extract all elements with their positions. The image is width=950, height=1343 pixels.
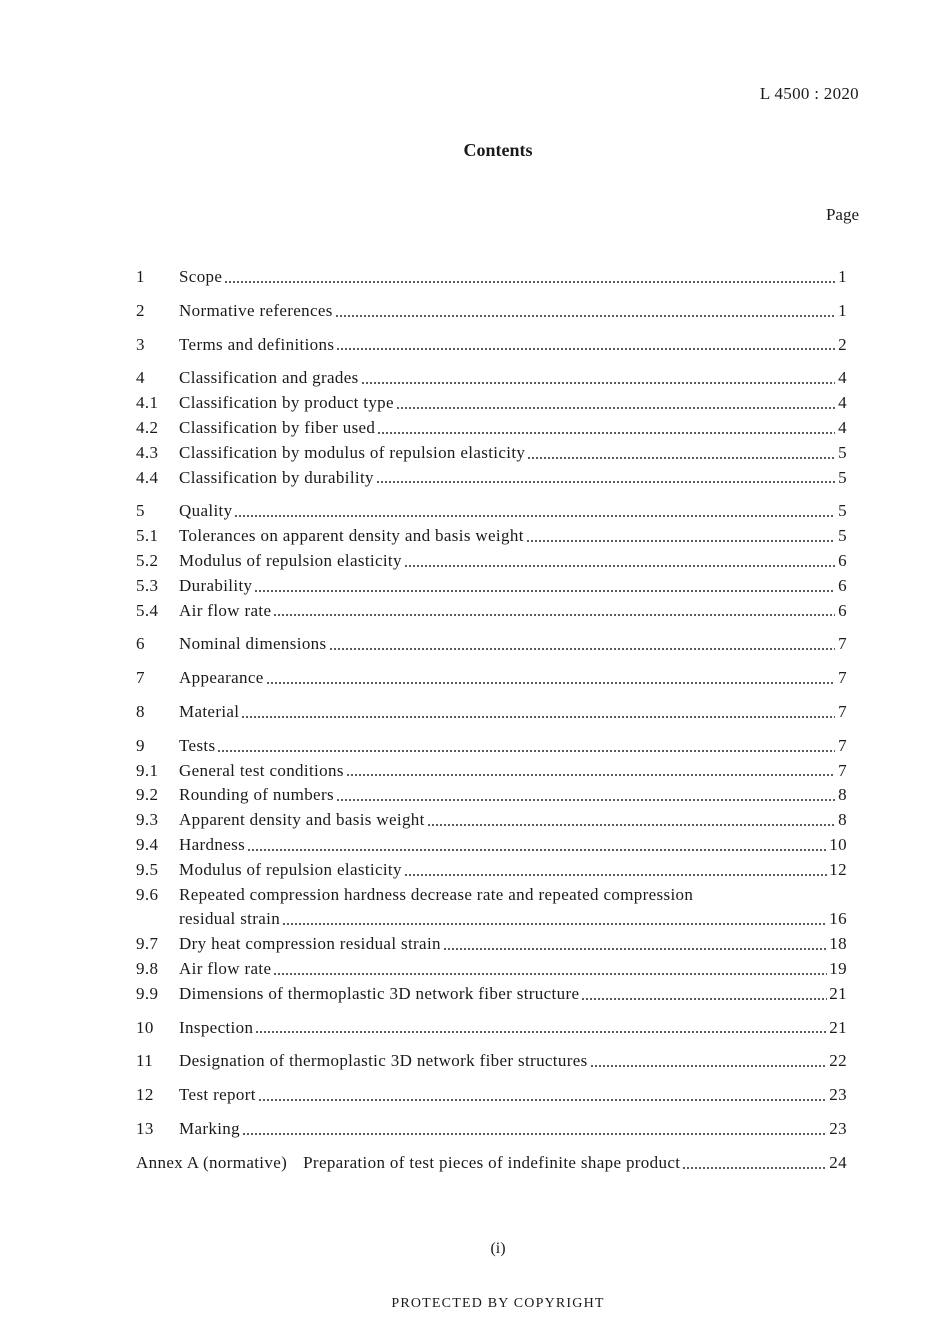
toc-entry-title: Designation of thermoplastic 3D network fiber structures [179, 1051, 588, 1071]
toc-entry[interactable] [136, 549, 847, 574]
toc-entry-number: 4.4 [136, 467, 159, 487]
toc-entry-page: 8 [838, 785, 847, 805]
toc-entry-number: 9.4 [136, 834, 159, 854]
toc-entry-title: Marking [179, 1118, 240, 1138]
toc-leader-dots [273, 613, 835, 617]
toc-group [136, 366, 847, 490]
toc-entry-page: 7 [838, 760, 847, 780]
toc-entry[interactable] [136, 391, 847, 416]
toc-leader-dots [255, 1030, 827, 1034]
toc-entry-number: 5 [136, 501, 145, 521]
toc-group [136, 333, 847, 358]
toc-leader-dots [377, 431, 835, 435]
page-column-label: Page [825, 205, 859, 224]
toc-entry[interactable] [136, 366, 847, 391]
toc-entry-number: 6 [136, 634, 145, 654]
toc-leader-dots [396, 406, 835, 410]
toc-entry-title: General test conditions [179, 760, 344, 780]
toc-entry[interactable] [136, 666, 847, 691]
toc-entry-title: Classification by durability [179, 467, 374, 487]
toc-entry-number: 9.3 [136, 810, 159, 830]
toc-entry[interactable] [136, 759, 847, 784]
toc-entry-page: 22 [829, 1051, 847, 1071]
toc-entry-title: Material [179, 701, 240, 721]
toc-entry[interactable] [136, 957, 847, 982]
annex-page: 24 [829, 1152, 847, 1172]
toc-entry-page: 23 [829, 1118, 847, 1138]
toc-entry-title: Classification and grades [179, 368, 359, 388]
toc-entry-number: 2 [136, 300, 145, 320]
toc-entry-page: 19 [829, 958, 847, 978]
toc-leader-dots [404, 564, 835, 568]
toc-leader-dots [247, 848, 827, 852]
toc-entry-number: 9.7 [136, 934, 159, 954]
toc-leader-dots [329, 647, 836, 651]
toc-leader-dots [258, 1098, 828, 1102]
toc-group [136, 666, 847, 691]
toc-entry-number: 5.4 [136, 600, 159, 620]
toc-entry-page: 10 [829, 834, 847, 854]
toc-entry-title: Nominal dimensions [179, 634, 327, 654]
toc-entry-page: 5 [838, 526, 847, 546]
toc-entry-title: Tests [179, 735, 216, 755]
toc-leader-dots [282, 922, 827, 926]
toc-entry[interactable] [136, 808, 847, 833]
toc-entry-title: Appearance [179, 668, 264, 688]
toc-entry-page: 16 [829, 909, 847, 929]
toc-entry-title: Durability [179, 575, 253, 595]
toc-entry-title: Dimensions of thermoplastic 3D network fiber structure [179, 983, 580, 1003]
toc-leader-dots [335, 314, 835, 318]
toc-entry-page: 4 [838, 393, 847, 413]
toc-entry-title: Normative references [179, 300, 333, 320]
toc-entry-title-continued: residual strain [179, 909, 281, 929]
toc-entry[interactable] [136, 499, 847, 524]
toc-leader-dots [590, 1064, 828, 1068]
toc-entry-number: 9.1 [136, 760, 159, 780]
toc-entry-title: Inspection [179, 1017, 254, 1037]
toc-entry-number: 4.3 [136, 442, 159, 462]
toc-entry-number: 8 [136, 701, 145, 721]
toc-entry-number: 9.6 [136, 884, 159, 904]
toc-entry-page: 1 [838, 267, 847, 286]
toc-entry[interactable] [136, 632, 847, 657]
toc-entry-title: Tolerances on apparent density and basis weight [179, 526, 524, 546]
toc-group [136, 1083, 847, 1108]
toc-entry-title: Modulus of repulsion elasticity [179, 550, 402, 570]
toc-entry-page: 7 [838, 701, 847, 721]
toc-group [136, 700, 847, 725]
toc-entry-page: 4 [838, 417, 847, 437]
toc-leader-dots [443, 947, 827, 951]
toc-leader-dots [427, 823, 835, 827]
toc-entry[interactable] [136, 466, 847, 491]
toc-entry-number: 12 [136, 1085, 154, 1105]
table-of-contents [136, 265, 847, 1185]
contents-title: Contents [463, 140, 533, 160]
toc-entry[interactable] [136, 441, 847, 466]
toc-entry-continuation[interactable] [136, 907, 847, 932]
toc-entry-page: 1 [838, 300, 847, 320]
toc-entry-number: 9.5 [136, 859, 159, 879]
toc-leader-dots [682, 1166, 827, 1170]
toc-entry[interactable] [136, 1083, 847, 1108]
toc-entry-title: Classification by product type [179, 393, 394, 413]
toc-entry[interactable] [136, 858, 847, 883]
toc-group [136, 1016, 847, 1041]
toc-leader-dots [581, 997, 827, 1001]
toc-entry-title: Modulus of repulsion elasticity [179, 859, 402, 879]
toc-leader-dots [526, 539, 835, 543]
toc-entry-page: 21 [829, 983, 847, 1003]
toc-entry-page: 12 [829, 859, 847, 879]
toc-entry-number: 4.2 [136, 417, 159, 437]
toc-entry-page: 6 [838, 550, 847, 570]
toc-leader-dots [527, 456, 835, 460]
toc-entry-number: 5.3 [136, 575, 159, 595]
toc-entry-number: 4.1 [136, 393, 159, 413]
toc-entry[interactable] [136, 734, 847, 759]
toc-entry-title: Apparent density and basis weight [179, 810, 425, 830]
toc-entry-number: 9 [136, 735, 145, 755]
toc-entry-title: Air flow rate [179, 600, 272, 620]
toc-leader-dots [361, 381, 835, 385]
toc-entry-title: Repeated compression hardness decrease rate and repeated compression [179, 884, 694, 904]
toc-entry[interactable] [136, 599, 847, 624]
toc-group [136, 1049, 847, 1074]
toc-leader-dots [346, 773, 835, 777]
toc-entry[interactable] [136, 574, 847, 599]
toc-entry-title: Scope [179, 267, 223, 286]
toc-entry-number: 9.8 [136, 958, 159, 978]
toc-leader-dots [404, 873, 827, 877]
toc-entry[interactable] [136, 932, 847, 957]
toc-entry-number: 4 [136, 368, 145, 388]
toc-entry[interactable] [136, 333, 847, 358]
toc-entry[interactable] [136, 1049, 847, 1074]
toc-leader-dots [224, 280, 835, 284]
toc-entry-number: 9.2 [136, 785, 159, 805]
annex-label: Annex A (normative) [136, 1152, 288, 1172]
toc-entry-number: 7 [136, 668, 145, 688]
toc-entry-page: 5 [838, 501, 847, 521]
toc-leader-dots [242, 1132, 827, 1136]
toc-group [136, 632, 847, 657]
toc-group [136, 299, 847, 324]
toc-entry-number: 10 [136, 1017, 154, 1037]
toc-entry-title: Dry heat compression residual strain [179, 934, 441, 954]
toc-entry-page: 18 [829, 934, 847, 954]
toc-entry-page: 5 [838, 442, 847, 462]
toc-entry-number: 3 [136, 334, 145, 354]
toc-entry-page: 6 [838, 575, 847, 595]
toc-entry[interactable] [136, 1117, 847, 1142]
toc-leader-dots [273, 972, 827, 976]
toc-entry-title: Classification by fiber used [179, 417, 376, 437]
toc-entry-page: 6 [838, 600, 847, 620]
toc-leader-dots [254, 589, 835, 593]
toc-entry-number: 11 [136, 1051, 154, 1071]
toc-entry-number: 13 [136, 1118, 154, 1138]
toc-entry-title: Quality [179, 501, 233, 521]
toc-entry[interactable] [136, 700, 847, 725]
footer-page-number: (i) [490, 1240, 506, 1257]
toc-entry[interactable] [136, 1016, 847, 1041]
toc-leader-dots [241, 715, 835, 719]
toc-entry-page: 7 [838, 634, 847, 654]
toc-entry-title: Air flow rate [179, 958, 272, 978]
toc-group [136, 265, 847, 290]
toc-entry-page: 7 [838, 668, 847, 688]
toc-entry[interactable] [136, 299, 847, 324]
toc-entry[interactable] [136, 883, 847, 908]
toc-group [136, 734, 847, 1007]
toc-entry[interactable] [136, 265, 847, 290]
toc-leader-dots [336, 798, 835, 802]
toc-entry-number: 5.2 [136, 550, 159, 570]
toc-entry-page: 2 [838, 334, 847, 354]
toc-entry-number: 1 [136, 267, 145, 286]
toc-entry[interactable] [136, 833, 847, 858]
toc-entry-title: Test report [179, 1085, 256, 1105]
toc-entry[interactable] [136, 524, 847, 549]
toc-entry[interactable] [136, 783, 847, 808]
toc-entry[interactable] [136, 982, 847, 1007]
annex-title: Preparation of test pieces of indefinite shape product [303, 1152, 681, 1172]
toc-entry-page: 8 [838, 810, 847, 830]
toc-group [136, 499, 847, 623]
toc-entry-number: 5.1 [136, 526, 159, 546]
toc-leader-dots [266, 681, 835, 685]
toc-leader-dots [234, 514, 835, 518]
copyright-notice: PROTECTED BY COPYRIGHT [391, 1296, 605, 1311]
toc-entry-title: Hardness [179, 834, 246, 854]
toc-entry-page: 23 [829, 1085, 847, 1105]
toc-entry-title: Classification by modulus of repulsion elasticity [179, 442, 526, 462]
toc-entry-page: 21 [829, 1017, 847, 1037]
toc-entry-page: 4 [838, 368, 847, 388]
toc-entry-title: Terms and definitions [179, 334, 335, 354]
toc-entry-page: 7 [838, 735, 847, 755]
toc-entry[interactable] [136, 416, 847, 441]
toc-entry-number: 9.9 [136, 983, 159, 1003]
toc-entry-title: Rounding of numbers [179, 785, 334, 805]
toc-leader-dots [376, 480, 835, 484]
toc-leader-dots [217, 749, 835, 753]
toc-annex-entry[interactable] [136, 1151, 847, 1176]
toc-group [136, 1117, 847, 1142]
toc-leader-dots [336, 347, 835, 351]
toc-entry-page: 5 [838, 467, 847, 487]
standard-number: L 4500 : 2020 [759, 84, 859, 103]
toc-group-annex [136, 1151, 847, 1176]
